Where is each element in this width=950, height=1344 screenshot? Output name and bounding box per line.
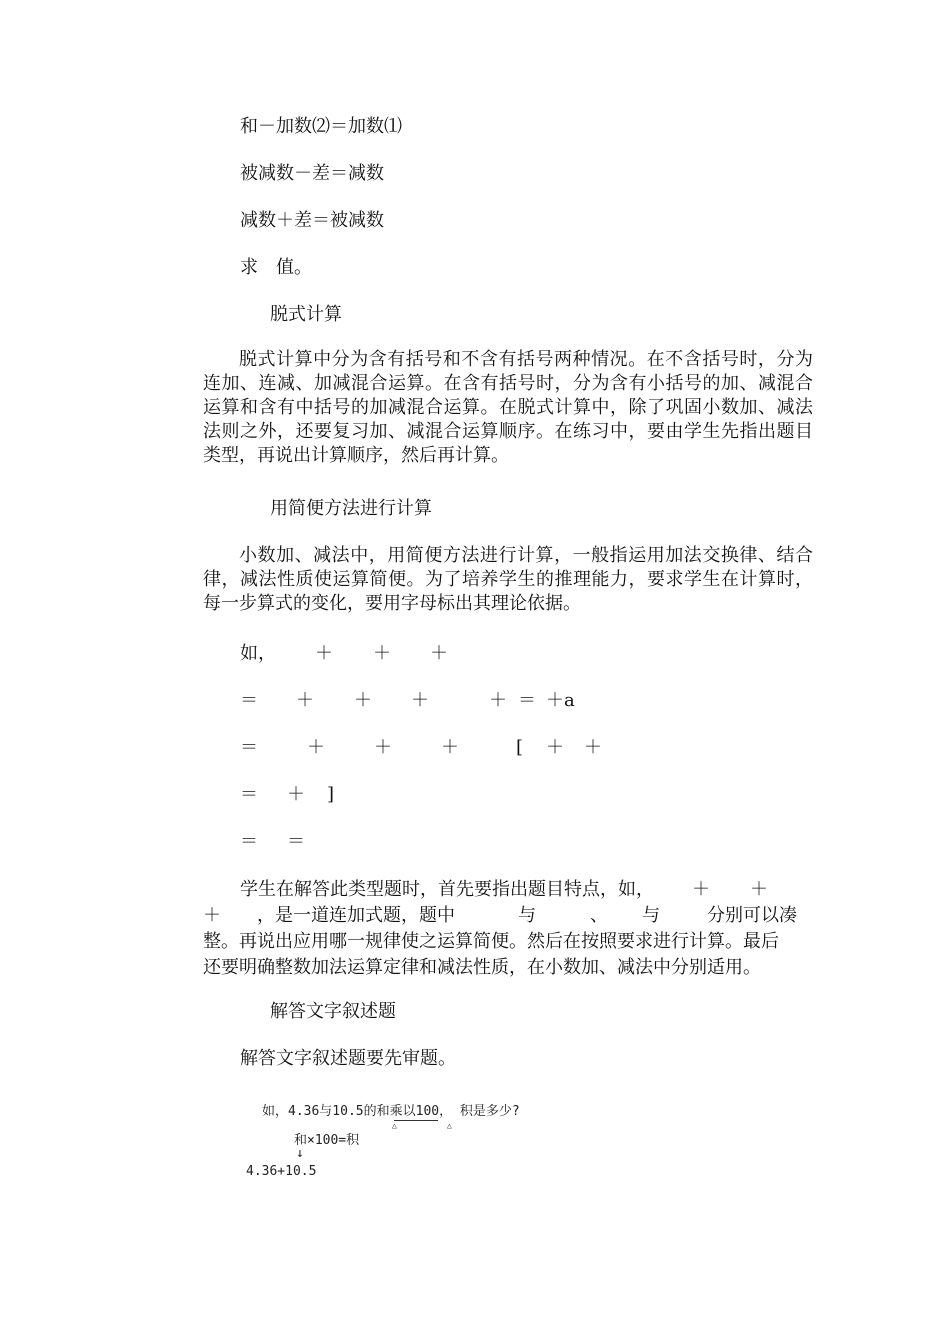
example-token: ＝ (240, 690, 258, 711)
section-body-tuoshi: 脱式计算中分为含有括号和不含有括号两种情况。在不含括号时，分为连加、连减、加减混合运算。在含有括号时，分为含有小括号的加、减混合运算和含有中括号的加减混合运算。在脱式计算中，除了巩固小数加、减法法则之外，还要复习加、减混合运算顺序。在练习中，要由学生先指出题目类型，再说出计算顺序，然后再计算。 (203, 349, 813, 466)
example-token: ＝ (240, 737, 258, 758)
student-para-text: 还要明确整数加法运算定律和减法性质，在小数加、减法中分别适用。 (203, 957, 761, 978)
section-heading-jianbian: 用简便方法进行计算 (270, 498, 432, 519)
example-token: ＋ (411, 690, 429, 711)
student-para-token: ＋ (692, 879, 710, 900)
figure-question: 如，4.36与10.5的和乘以100， 积是多少? (262, 1104, 520, 1119)
example-token: ＋ (546, 737, 564, 758)
example-token: ＋ (373, 643, 391, 664)
example-token: ＋a (546, 690, 575, 711)
example-token: ＋ (287, 784, 305, 805)
section-body-jianbian: 小数加、减法中，用简便方法进行计算，一般指运用加法交换律、结合律，减法性质使运算简便。为了培养学生的推理能力，要求学生在计算时，每一步算式的变化，要用字母标出其理论依据。 (203, 545, 813, 614)
formula-line-2: 被减数－差＝减数 (240, 163, 384, 184)
figure-formula: 和×100=积 (294, 1133, 360, 1148)
figure-underline (394, 1120, 438, 1121)
section-heading-tuoshi: 脱式计算 (270, 304, 342, 325)
example-token: ＝ (240, 831, 258, 852)
example-token: [ (516, 737, 524, 758)
down-arrow-icon: ↓ (296, 1146, 304, 1161)
example-token: ＋ (584, 737, 602, 758)
word-problem-figure (240, 1092, 640, 1192)
triangle-mark-icon: △ (392, 1121, 397, 1130)
student-para-token: 与 (518, 905, 536, 926)
triangle-mark-icon: △ (447, 1121, 452, 1130)
figure-sum: 4.36+10.5 (246, 1164, 317, 1179)
example-token: ＋ (374, 737, 392, 758)
example-token: 如， (240, 643, 276, 664)
student-para-token: 、 (590, 905, 608, 926)
example-token: ＝ (518, 690, 536, 711)
example-token: ＋ (489, 690, 507, 711)
student-para-token: 与 (642, 905, 660, 926)
example-token: ＋ (296, 690, 314, 711)
student-para-text: 学生在解答此类型题时，首先要指出题目特点，如， (240, 879, 654, 900)
student-para-text: ，是一道连加式题，题中 (257, 905, 455, 926)
example-token: ＋ (441, 737, 459, 758)
example-token: ＋ (315, 643, 333, 664)
student-para-text: 分别可以凑 (707, 905, 797, 926)
formula-line-3: 减数＋差＝被减数 (240, 210, 384, 231)
section-body-wenzi: 解答文字叙述题要先审题。 (240, 1048, 456, 1069)
example-token: ＋ (354, 690, 372, 711)
section-heading-wenzi: 解答文字叙述题 (270, 1001, 396, 1022)
example-token: ] (327, 784, 335, 805)
student-para-token: ＋ (750, 879, 768, 900)
formula-line-4: 求 值。 (240, 257, 312, 278)
example-token: ＋ (307, 737, 325, 758)
example-token: ＝ (287, 831, 305, 852)
example-token: ＋ (430, 643, 448, 664)
student-para-text: 整。再说出应用哪一规律使之运算简便。然后在按照要求进行计算。最后 (203, 931, 779, 952)
example-token: ＝ (240, 784, 258, 805)
formula-line-1: 和－加数⑵＝加数⑴ (240, 116, 402, 137)
student-para-token: ＋ (203, 905, 221, 926)
